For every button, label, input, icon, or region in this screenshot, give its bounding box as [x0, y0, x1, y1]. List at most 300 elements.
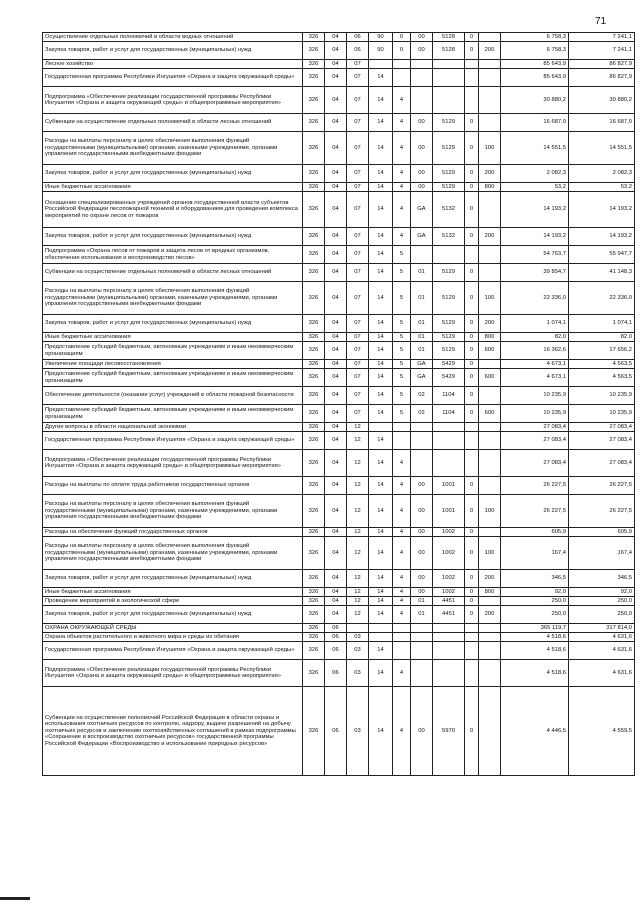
- cell-cs3: GA: [411, 192, 433, 228]
- cell-cs5: [465, 246, 479, 264]
- row-name: Закупка товаров, работ и услуг для государственных (муниципальных) нужд: [43, 165, 303, 183]
- cell-pr: 07: [347, 333, 369, 342]
- cell-cs1: 14: [369, 432, 393, 450]
- cell-sum-1: 14 193,2: [501, 192, 569, 228]
- cell-vr: 600: [479, 342, 501, 360]
- cell-sum-2: 14 193,2: [569, 228, 635, 246]
- cell-cs4: 1002: [433, 570, 465, 588]
- cell-cs1: 14: [369, 87, 393, 114]
- cell-ved: 326: [303, 588, 325, 597]
- cell-sum-2: 41 148,3: [569, 264, 635, 282]
- cell-cs3: 00: [411, 570, 433, 588]
- cell-cs2: 5: [393, 405, 411, 423]
- cell-pr: 03: [347, 633, 369, 642]
- cell-rz: 04: [325, 228, 347, 246]
- cell-cs5: 0: [465, 588, 479, 597]
- cell-cs4: 5132: [433, 228, 465, 246]
- cell-cs2: 5: [393, 369, 411, 387]
- cell-cs3: [411, 450, 433, 477]
- cell-cs5: [465, 642, 479, 660]
- cell-cs5: 0: [465, 477, 479, 495]
- cell-cs1: 14: [369, 405, 393, 423]
- cell-cs1: 14: [369, 528, 393, 537]
- cell-rz: 04: [325, 387, 347, 405]
- cell-pr: 07: [347, 183, 369, 192]
- cell-sum-1: 4 518,6: [501, 642, 569, 660]
- cell-cs5: 0: [465, 132, 479, 165]
- cell-pr: 12: [347, 477, 369, 495]
- cell-sum-2: 10 235,9: [569, 387, 635, 405]
- cell-cs5: 0: [465, 282, 479, 315]
- table-row: [43, 282, 635, 315]
- cell-cs5: 0: [465, 42, 479, 60]
- cell-cs1: [369, 60, 393, 69]
- cell-cs5: 0: [465, 315, 479, 333]
- row-name: Расходы на выплаты по оплате труда работников государственных органов: [43, 477, 303, 495]
- cell-vr: 600: [479, 405, 501, 423]
- cell-cs4: 5129: [433, 183, 465, 192]
- cell-cs3: GA: [411, 228, 433, 246]
- cell-sum-2: 250,0: [569, 597, 635, 606]
- table-row: [43, 246, 635, 264]
- cell-cs2: 5: [393, 315, 411, 333]
- cell-cs2: [393, 624, 411, 633]
- cell-vr: [479, 360, 501, 369]
- cell-vr: [479, 87, 501, 114]
- table-row: [43, 33, 635, 42]
- table-row: [43, 42, 635, 60]
- row-name: Закупка товаров, работ и услуг для государственных (муниципальных) нужд: [43, 606, 303, 624]
- cell-sum-2: 17 656,2: [569, 342, 635, 360]
- row-name: Расходы на обеспечение функций государственных органов: [43, 528, 303, 537]
- cell-vr: 100: [479, 132, 501, 165]
- cell-cs1: 14: [369, 69, 393, 87]
- cell-cs1: 14: [369, 642, 393, 660]
- cell-cs2: 5: [393, 360, 411, 369]
- cell-sum-2: 86 827,9: [569, 60, 635, 69]
- cell-cs1: [369, 423, 393, 432]
- cell-rz: 04: [325, 33, 347, 42]
- budget-table: [42, 32, 635, 776]
- cell-cs4: [433, 642, 465, 660]
- cell-cs2: 4: [393, 192, 411, 228]
- table-row: [43, 264, 635, 282]
- cell-cs3: 01: [411, 333, 433, 342]
- cell-pr: 06: [347, 33, 369, 42]
- cell-cs3: GA: [411, 360, 433, 369]
- cell-cs1: 14: [369, 246, 393, 264]
- cell-sum-1: 27 083,4: [501, 423, 569, 432]
- cell-cs5: [465, 69, 479, 87]
- cell-sum-1: 22 336,0: [501, 282, 569, 315]
- cell-sum-1: 85 643,9: [501, 69, 569, 87]
- table-row: [43, 660, 635, 687]
- cell-sum-2: 317 814,0: [569, 624, 635, 633]
- cell-cs5: 0: [465, 387, 479, 405]
- cell-cs2: 4: [393, 687, 411, 776]
- cell-cs3: [411, 87, 433, 114]
- cell-vr: [479, 192, 501, 228]
- cell-cs3: [411, 246, 433, 264]
- cell-vr: 800: [479, 588, 501, 597]
- cell-cs5: 0: [465, 405, 479, 423]
- cell-sum-2: 92,0: [569, 588, 635, 597]
- cell-cs4: 5129: [433, 342, 465, 360]
- cell-pr: 12: [347, 606, 369, 624]
- cell-ved: 326: [303, 87, 325, 114]
- row-name: Закупка товаров, работ и услуг для государственных (муниципальных) нужд: [43, 228, 303, 246]
- cell-cs5: 0: [465, 369, 479, 387]
- cell-cs4: 1104: [433, 405, 465, 423]
- cell-cs1: 14: [369, 360, 393, 369]
- cell-cs2: 4: [393, 165, 411, 183]
- cell-vr: 100: [479, 537, 501, 570]
- cell-cs4: [433, 246, 465, 264]
- table-row: [43, 450, 635, 477]
- cell-cs2: 4: [393, 606, 411, 624]
- cell-rz: 06: [325, 687, 347, 776]
- cell-cs1: 14: [369, 687, 393, 776]
- cell-ved: 326: [303, 570, 325, 588]
- cell-cs4: 5128: [433, 42, 465, 60]
- table-row: [43, 432, 635, 450]
- cell-cs2: [393, 633, 411, 642]
- cell-cs2: 5: [393, 264, 411, 282]
- cell-sum-1: 4 518,6: [501, 660, 569, 687]
- cell-sum-2: 7 241,1: [569, 42, 635, 60]
- cell-ved: 326: [303, 660, 325, 687]
- cell-rz: 06: [325, 660, 347, 687]
- table-row: [43, 687, 635, 776]
- cell-cs1: 14: [369, 606, 393, 624]
- cell-cs2: 4: [393, 450, 411, 477]
- cell-rz: 04: [325, 165, 347, 183]
- cell-cs2: 5: [393, 246, 411, 264]
- row-name: Государственная программа Республики Ингушетия «Охрана и защита окружающей среды»: [43, 432, 303, 450]
- cell-pr: 12: [347, 570, 369, 588]
- cell-vr: [479, 450, 501, 477]
- table-row: [43, 165, 635, 183]
- cell-pr: 07: [347, 264, 369, 282]
- cell-sum-1: 250,0: [501, 597, 569, 606]
- page-number: 71: [595, 16, 607, 27]
- row-name: Предоставление субсидий бюджетным, автономным учреждениям и иным некоммерческим организациям: [43, 369, 303, 387]
- row-name: Подпрограмма «Охрана лесов от пожаров и защита лесов от вредных организмов, обеспечение использования и воспроизводство лесов»: [43, 246, 303, 264]
- cell-pr: 07: [347, 282, 369, 315]
- cell-sum-1: 4 673,1: [501, 360, 569, 369]
- cell-cs3: [411, 642, 433, 660]
- cell-vr: [479, 642, 501, 660]
- cell-pr: 07: [347, 369, 369, 387]
- cell-ved: 326: [303, 132, 325, 165]
- table-row: [43, 333, 635, 342]
- cell-cs4: 5129: [433, 315, 465, 333]
- cell-rz: 04: [325, 495, 347, 528]
- cell-sum-2: 30 880,2: [569, 87, 635, 114]
- cell-sum-1: 54 763,7: [501, 246, 569, 264]
- table-row: [43, 132, 635, 165]
- cell-rz: 04: [325, 360, 347, 369]
- cell-rz: 04: [325, 570, 347, 588]
- cell-ved: 326: [303, 114, 325, 132]
- cell-cs3: 00: [411, 33, 433, 42]
- row-name: Иные бюджетные ассигнования: [43, 333, 303, 342]
- row-name: Предоставление субсидий бюджетным, автономным учреждениям и иным некоммерческим организациям: [43, 405, 303, 423]
- cell-cs1: 14: [369, 183, 393, 192]
- cell-cs1: 14: [369, 570, 393, 588]
- cell-cs3: 00: [411, 477, 433, 495]
- cell-ved: 326: [303, 60, 325, 69]
- table-row: [43, 642, 635, 660]
- cell-cs2: 0: [393, 42, 411, 60]
- cell-vr: [479, 69, 501, 87]
- cell-rz: 04: [325, 42, 347, 60]
- cell-cs5: 0: [465, 342, 479, 360]
- cell-sum-1: 4 446,5: [501, 687, 569, 776]
- footer-rule: [0, 897, 30, 900]
- cell-sum-2: 4 563,5: [569, 360, 635, 369]
- cell-cs3: 00: [411, 42, 433, 60]
- cell-cs4: [433, 633, 465, 642]
- cell-cs2: 4: [393, 228, 411, 246]
- cell-cs2: 4: [393, 588, 411, 597]
- cell-cs1: 14: [369, 537, 393, 570]
- cell-cs3: GA: [411, 369, 433, 387]
- cell-pr: 12: [347, 537, 369, 570]
- cell-cs4: 1002: [433, 528, 465, 537]
- row-name: Субвенции на осуществление отдельных полномочий в области лесных отношений: [43, 114, 303, 132]
- cell-sum-2: 55 947,7: [569, 246, 635, 264]
- cell-pr: 06: [347, 42, 369, 60]
- cell-cs1: 14: [369, 387, 393, 405]
- cell-rz: 04: [325, 597, 347, 606]
- cell-cs2: 5: [393, 333, 411, 342]
- table-row: [43, 387, 635, 405]
- cell-sum-1: 2 082,3: [501, 165, 569, 183]
- row-name: Подпрограмма «Обеспечение реализации государственной программы Республики Ингушетия «Охрана и защита окружающей среды» и общепрограммные мероприятия»: [43, 660, 303, 687]
- cell-pr: 12: [347, 423, 369, 432]
- cell-cs5: [465, 87, 479, 114]
- cell-ved: 326: [303, 42, 325, 60]
- cell-sum-2: 4 631,6: [569, 633, 635, 642]
- cell-cs4: [433, 423, 465, 432]
- cell-sum-1: 10 235,9: [501, 405, 569, 423]
- cell-cs5: 0: [465, 192, 479, 228]
- cell-cs3: 00: [411, 495, 433, 528]
- cell-pr: 07: [347, 342, 369, 360]
- cell-cs4: 5129: [433, 165, 465, 183]
- row-name: Расходы на выплаты персоналу в целях обеспечения выполнения функций государственными (муниципальными) органами, казенными учреждениями, органами управления государственными внебюджетными фондами: [43, 132, 303, 165]
- cell-pr: 07: [347, 192, 369, 228]
- cell-cs5: [465, 633, 479, 642]
- table-row: [43, 423, 635, 432]
- cell-ved: 326: [303, 369, 325, 387]
- cell-sum-1: 26 227,5: [501, 495, 569, 528]
- cell-cs4: [433, 660, 465, 687]
- table-row: [43, 369, 635, 387]
- cell-sum-2: 27 083,4: [569, 450, 635, 477]
- cell-cs3: 00: [411, 687, 433, 776]
- cell-vr: 200: [479, 228, 501, 246]
- cell-sum-2: 14 551,5: [569, 132, 635, 165]
- cell-pr: 07: [347, 360, 369, 369]
- cell-cs5: 0: [465, 183, 479, 192]
- cell-cs2: 4: [393, 132, 411, 165]
- row-name: Иные бюджетные ассигнования: [43, 183, 303, 192]
- cell-rz: 04: [325, 432, 347, 450]
- cell-vr: 800: [479, 183, 501, 192]
- cell-sum-1: 39 854,7: [501, 264, 569, 282]
- cell-cs1: [369, 624, 393, 633]
- cell-vr: 100: [479, 282, 501, 315]
- row-name: Лесное хозяйство: [43, 60, 303, 69]
- cell-cs4: 1001: [433, 495, 465, 528]
- cell-sum-1: 27 083,4: [501, 432, 569, 450]
- cell-rz: 04: [325, 282, 347, 315]
- cell-cs3: 02: [411, 387, 433, 405]
- cell-cs2: 5: [393, 342, 411, 360]
- cell-cs2: 4: [393, 87, 411, 114]
- cell-ved: 326: [303, 528, 325, 537]
- cell-cs5: 0: [465, 537, 479, 570]
- cell-rz: 04: [325, 246, 347, 264]
- table-row: [43, 528, 635, 537]
- cell-cs2: 4: [393, 528, 411, 537]
- cell-rz: 04: [325, 60, 347, 69]
- cell-cs5: 0: [465, 597, 479, 606]
- cell-cs4: 5132: [433, 192, 465, 228]
- cell-sum-1: 16 687,0: [501, 114, 569, 132]
- cell-cs2: [393, 423, 411, 432]
- cell-rz: 04: [325, 264, 347, 282]
- cell-rz: 06: [325, 642, 347, 660]
- cell-ved: 326: [303, 315, 325, 333]
- cell-cs2: 4: [393, 183, 411, 192]
- cell-vr: [479, 528, 501, 537]
- cell-sum-2: 82,0: [569, 333, 635, 342]
- cell-pr: 07: [347, 387, 369, 405]
- cell-ved: 326: [303, 642, 325, 660]
- cell-sum-2: 346,5: [569, 570, 635, 588]
- cell-cs3: 01: [411, 264, 433, 282]
- cell-sum-2: 16 687,0: [569, 114, 635, 132]
- cell-pr: 03: [347, 660, 369, 687]
- cell-cs1: 14: [369, 282, 393, 315]
- table-row: [43, 405, 635, 423]
- cell-cs1: 14: [369, 333, 393, 342]
- row-name: ОХРАНА ОКРУЖАЮЩЕЙ СРЕДЫ: [43, 624, 303, 633]
- row-name: Другие вопросы в области национальной экономики: [43, 423, 303, 432]
- table-row: [43, 588, 635, 597]
- cell-vr: [479, 33, 501, 42]
- row-name: Закупка товаров, работ и услуг для государственных (муниципальных) нужд: [43, 315, 303, 333]
- cell-vr: 200: [479, 606, 501, 624]
- cell-vr: 200: [479, 42, 501, 60]
- cell-pr: 12: [347, 450, 369, 477]
- cell-cs4: [433, 69, 465, 87]
- cell-cs4: [433, 450, 465, 477]
- cell-pr: 07: [347, 228, 369, 246]
- cell-cs5: [465, 660, 479, 687]
- cell-cs4: 5429: [433, 360, 465, 369]
- cell-sum-2: 1 074,1: [569, 315, 635, 333]
- cell-cs2: [393, 642, 411, 660]
- cell-pr: 07: [347, 69, 369, 87]
- cell-cs4: [433, 624, 465, 633]
- cell-sum-1: 4 673,1: [501, 369, 569, 387]
- row-name: Расходы на выплаты персоналу в целях обеспечения выполнения функций государственными (муниципальными) органами, казенными учреждениями, органами управления государственными внебюджетными фондами: [43, 282, 303, 315]
- cell-ved: 326: [303, 333, 325, 342]
- cell-ved: 326: [303, 477, 325, 495]
- cell-cs4: [433, 87, 465, 114]
- cell-cs2: [393, 69, 411, 87]
- cell-cs3: 01: [411, 315, 433, 333]
- cell-sum-1: 250,0: [501, 606, 569, 624]
- cell-sum-2: 86 827,9: [569, 69, 635, 87]
- cell-sum-1: 167,4: [501, 537, 569, 570]
- cell-vr: 200: [479, 570, 501, 588]
- cell-rz: 04: [325, 588, 347, 597]
- table-row: [43, 633, 635, 642]
- row-name: Оснащение специализированных учреждений органов государственной власти субъектов Российской Федерации лесопожарной техникой и оборудованием для проведения комплекса мероприятий по охране лесов от пожаров: [43, 192, 303, 228]
- table-row: [43, 342, 635, 360]
- cell-cs3: [411, 60, 433, 69]
- cell-sum-2: 4 631,6: [569, 660, 635, 687]
- cell-cs1: 14: [369, 369, 393, 387]
- cell-cs4: 5429: [433, 369, 465, 387]
- cell-sum-1: 605,9: [501, 528, 569, 537]
- cell-rz: 06: [325, 624, 347, 633]
- row-name: Субвенции на осуществление полномочий Российской Федерации в области охраны и использования охотничьих ресурсов по контролю, надзору, выдаче разрешений на добычу охотничьих ресурсов и заключению охотхозяйственных соглашений в рамках подпрограммы «Сохранение и воспроизводство охотничьих ресурсов» государственной программы Российской Федерации «Воспроизводство и использование природных ресурсов»: [43, 687, 303, 776]
- cell-ved: 326: [303, 246, 325, 264]
- cell-sum-2: 167,4: [569, 537, 635, 570]
- cell-sum-1: 346,5: [501, 570, 569, 588]
- cell-sum-2: 27 083,4: [569, 423, 635, 432]
- row-name: Предоставление субсидий бюджетным, автономным учреждениям и иным некоммерческим организациям: [43, 342, 303, 360]
- cell-cs5: 0: [465, 687, 479, 776]
- cell-ved: 326: [303, 264, 325, 282]
- cell-rz: 04: [325, 132, 347, 165]
- cell-sum-2: 4 631,6: [569, 642, 635, 660]
- table-row: [43, 228, 635, 246]
- cell-pr: 12: [347, 588, 369, 597]
- row-name: Государственная программа Республики Ингушетия «Охрана и защита окружающей среды»: [43, 642, 303, 660]
- cell-pr: 07: [347, 87, 369, 114]
- cell-cs4: 1002: [433, 588, 465, 597]
- cell-pr: 12: [347, 528, 369, 537]
- cell-cs3: 01: [411, 282, 433, 315]
- cell-cs2: 4: [393, 114, 411, 132]
- cell-sum-1: 16 362,6: [501, 342, 569, 360]
- cell-cs2: 4: [393, 495, 411, 528]
- cell-vr: [479, 432, 501, 450]
- cell-cs5: 0: [465, 165, 479, 183]
- cell-rz: 04: [325, 69, 347, 87]
- cell-cs3: [411, 633, 433, 642]
- cell-cs5: [465, 432, 479, 450]
- cell-pr: 07: [347, 315, 369, 333]
- row-name: Охрана объектов растительного и животного мира и среды их обитания: [43, 633, 303, 642]
- cell-cs1: 14: [369, 495, 393, 528]
- cell-ved: 326: [303, 192, 325, 228]
- cell-sum-1: 14 193,2: [501, 228, 569, 246]
- cell-cs5: 0: [465, 114, 479, 132]
- cell-cs4: 1001: [433, 477, 465, 495]
- cell-ved: 326: [303, 606, 325, 624]
- cell-cs1: 90: [369, 42, 393, 60]
- cell-cs4: [433, 60, 465, 69]
- cell-cs4: 5128: [433, 33, 465, 42]
